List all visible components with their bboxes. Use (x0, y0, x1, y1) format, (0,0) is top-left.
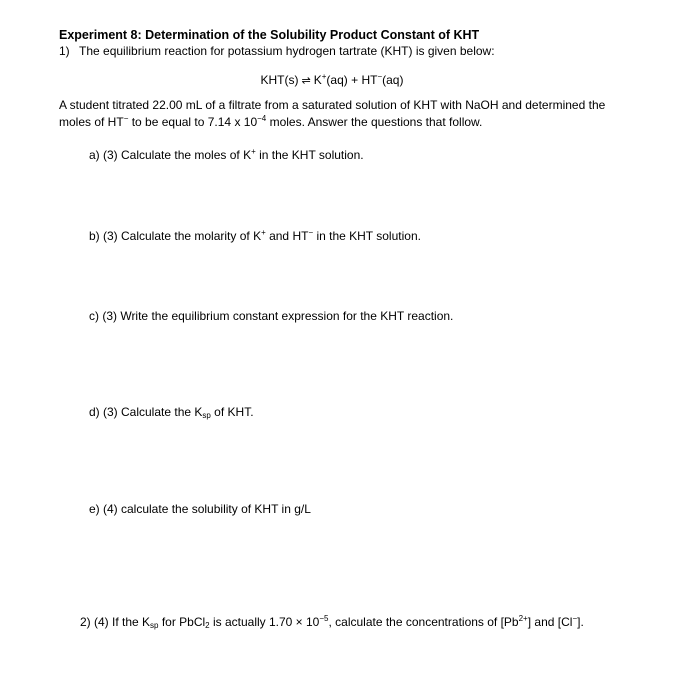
question-part-d: d) (3) Calculate the $K_{sp}$ of KHT. (89, 405, 254, 420)
equilibrium-equation (0, 72, 674, 89)
page-title: Experiment 8: Determination of the Solubility Product Constant of KHT (59, 28, 480, 42)
equation-product-2: HT−(aq) (361, 72, 404, 87)
problem-paragraph-line-1: A student titrated 22.00 mL of a filtrate from a saturated solution of KHT with NaOH and determined the (59, 98, 606, 112)
equation-reactant: KHT(s) (260, 73, 299, 87)
question-1-intro (59, 43, 495, 59)
equilibrium-arrow-icon: ⇌ (301, 75, 311, 87)
question-part-e: e) (4) calculate the solubility of KHT in g/L (89, 502, 311, 516)
question-part-c: c) (3) Write the equilibrium constant expression for the KHT reaction. (89, 309, 454, 323)
question-part-b: b) (3) Calculate the molarity of K+ and HT− in the KHT solution. (89, 228, 421, 243)
equation-product-1: K+(aq) (313, 72, 348, 87)
equation-plus: + (351, 73, 359, 87)
problem-paragraph-line-2: moles of HT− to be equal to 7.14 x $10^{-4}$ moles. Answer the questions that follow. (59, 114, 483, 129)
question-part-a: a) (3) Calculate the moles of K+ in the KHT solution. (89, 147, 364, 162)
question-1-intro-text: The equilibrium reaction for potassium hydrogen tartrate (KHT) is given below: (79, 44, 495, 58)
question-1-number: 1) (59, 44, 70, 58)
question-2: 2) (4) If the $K_{sp}$ for PbCl$_2$ is actually $1.70 \times 10^{-5}$, calculate the concentrations of $[Pb^{2+}]$ and [Cl−]. (80, 614, 584, 630)
